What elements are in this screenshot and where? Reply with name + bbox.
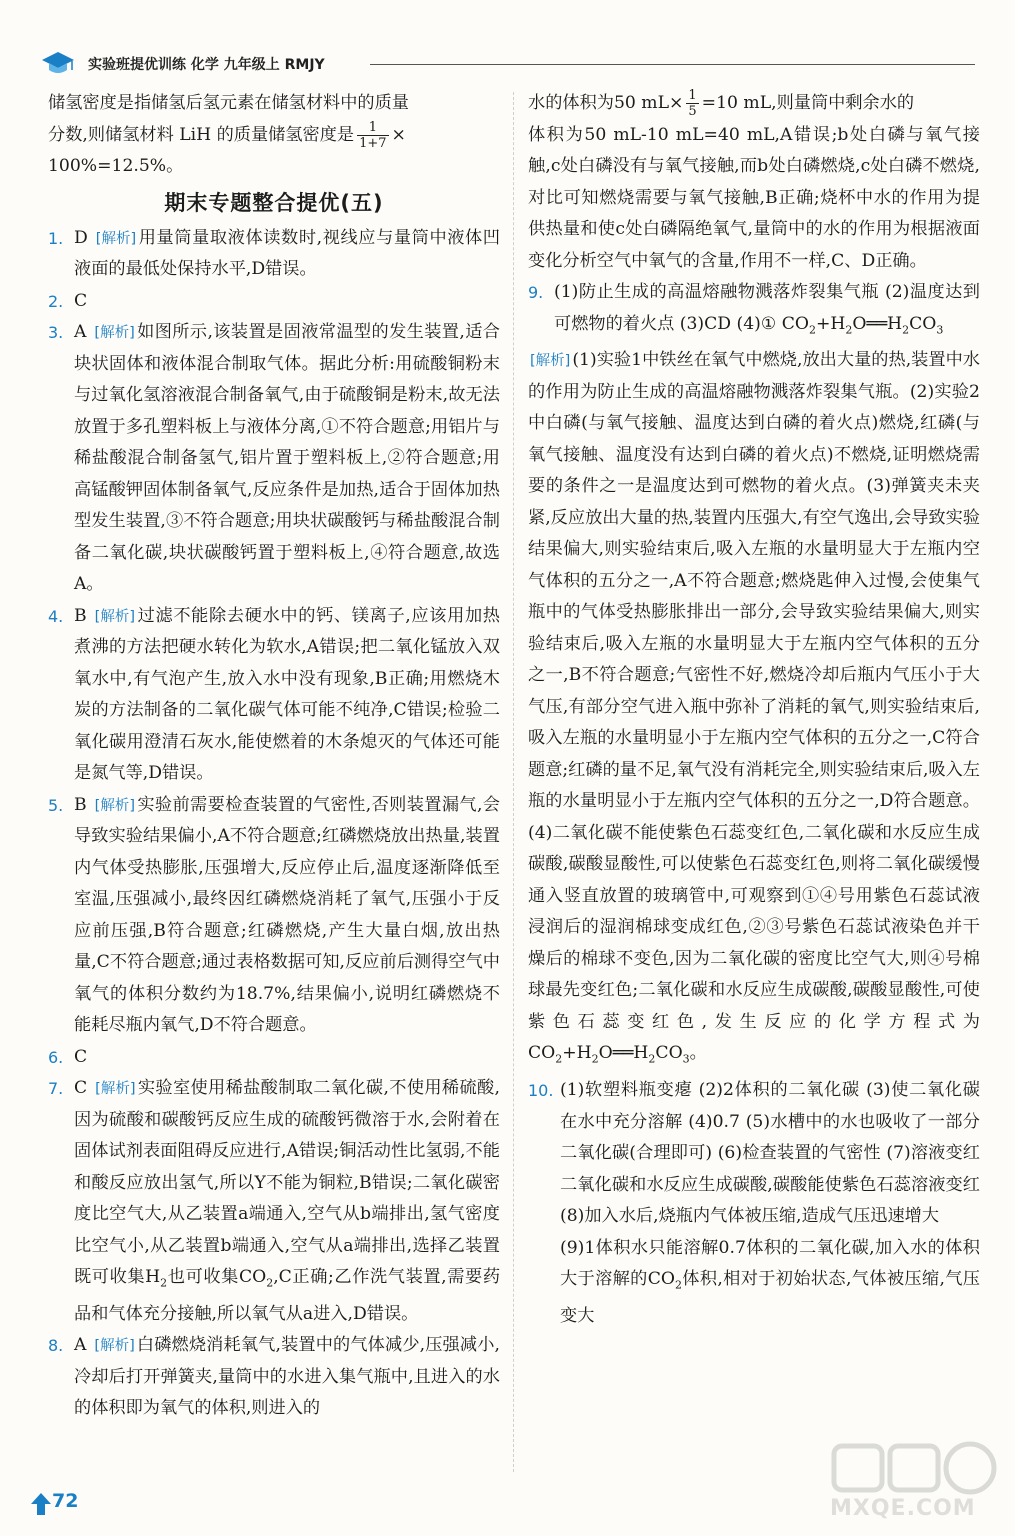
intro-line-2b: × (391, 124, 406, 145)
fraction-numerator: 1 (688, 88, 697, 103)
item-explanation-cont: +H (562, 1043, 592, 1064)
item-answer-cont: (9)1体积水只能溶解0.7体积的二氧化碳,加入水的体积大于溶解的CO (560, 1237, 980, 1290)
intro-line-2a: 分数,则储氢材料 LiH 的质量储氢密度是 (48, 124, 355, 145)
section-title: 期末专题整合提优(五) (164, 190, 384, 215)
item-answer: A (74, 1335, 87, 1356)
subscript: 2 (591, 1052, 599, 1066)
answer-item-8 (48, 1330, 500, 1425)
watermark-logo (830, 1440, 1005, 1530)
intro-line-1: 储氢密度是指储氢后氢元素在储氢材料中的质量 (48, 93, 409, 113)
item-number: 4. (48, 606, 64, 626)
graduation-cap-icon (40, 48, 76, 78)
item-explanation: 过滤不能除去硬水中的钙、镁离子,应该用加热煮沸的方法把硬水转化为软水,A错误;把二氧化锰放入双氧水中,有气泡产生,放入水中没有现象,B正确;用燃烧木炭的方法制备的二氧化碳气体可能不纯净,C错误;检验二氧化碳用澄清石灰水,能使燃着的木条熄灭的气体还可能是氮气等,D错误。 (74, 605, 500, 783)
subscript: 2 (648, 1052, 656, 1066)
item-number: 5. (48, 795, 64, 815)
item-explanation-cont: 也可收集CO (167, 1267, 267, 1287)
item-answer-cont: O══H (852, 313, 903, 334)
answer-item-4 (48, 601, 500, 790)
item-answer: A (74, 322, 87, 342)
subscript: 2 (160, 1276, 168, 1290)
item-explanation: 用量筒量取液体读数时,视线应与量筒中液体凹液面的最低处保持水平,D错误。 (74, 227, 500, 279)
item-explanation-cont: CO (655, 1043, 683, 1064)
item-answer-cont: 体积,相对于初始状态,气体被压缩,气压变大 (560, 1269, 980, 1327)
continued-text: 水的体积为50 mL× (528, 93, 684, 113)
fraction (686, 88, 698, 119)
left-column (48, 88, 500, 1425)
subscript: 3 (936, 322, 944, 336)
continued-text: =10 mL,则量筒中剩余水的 (701, 93, 915, 113)
subscript: 2 (674, 1278, 682, 1292)
subscript: 2 (808, 322, 816, 336)
watermark-stamp-icon (830, 1440, 1000, 1496)
analysis-tag: [ 解析 ] (92, 323, 136, 343)
right-column (528, 88, 980, 1333)
subscript: 3 (682, 1052, 690, 1066)
item-answer: B (74, 605, 87, 626)
item-answer-cont: CO (909, 313, 937, 334)
subscript: 2 (902, 322, 910, 336)
answer-item-10 (528, 1075, 980, 1233)
item-explanation: 实验前需要检查装置的气密性,否则装置漏气,会导致实验结果偏小,A不符合题意;红磷燃烧放出热量,装置内气体受热膨胀,压强增大,反应停止后,温度逐渐降低至室温,压强减小,最终因红磷燃烧消耗了氧气,压强小于反应前压强,B符合题意;红磷燃烧,产生大量白烟,放出热量,C不符合题意;通过表格数据可知,反应前后测得空气中氧气的体积分数约为18.7%,结果偏小,说明红磷燃烧不能耗尽瓶内氧气,D不符合题意。 (74, 794, 500, 1035)
subscript: 2 (555, 1052, 563, 1066)
analysis-tag: [ 解析 ] (93, 796, 137, 816)
answer-item-9-analysis (528, 345, 980, 1075)
item-explanation: 实验室使用稀盐酸制取二氧化碳,不使用稀硫酸,因为硫酸和碳酸钙反应生成的硫酸钙微溶于水,会附着在固体试剂表面阻碍反应进行,A错误;铜活动性比氢弱,不能和酸反应放出氢气,所以Y不能为铜粒,B错误;二氧化碳密度比空气大,从乙装置a端通入,空气从b端排出,氢气密度比空气小,从乙装置b端通入,空气从a端排出,选择乙装置既可收集H (74, 1078, 500, 1287)
analysis-tag: [ 解析 ] (528, 351, 572, 371)
item-number: 7. (48, 1079, 64, 1098)
item-number: 9. (528, 283, 544, 302)
analysis-tag: [ 解析 ] (94, 229, 138, 249)
item-explanation: 如图所示,该装置是固液常温型的发生装置,适合块状固体和液体混合制取气体。据此分析:用硫酸铜粉末与过氧化氢溶液混合制备氧气,由于硫酸铜是粉末,故无法放置于多孔塑料板上与液体分离,①不符合题意;用铝片与稀盐酸混合制备氢气,铝片置于塑料板上,②符合题意;用高锰酸钾固体制备氧气,反应条件是加热,适合于固体加热型发生装置,③不符合题意;用块状碳酸钙与稀盐酸混合制备二氧化碳,块状碳酸钙置于塑料板上,④符合题意,故选A。 (74, 322, 500, 594)
intro-line-2 (48, 120, 500, 152)
analysis-tag: [ 解析 ] (93, 1079, 137, 1099)
fraction-denominator: 5 (688, 104, 697, 119)
page-number-badge (30, 1488, 86, 1520)
continued-paragraph: 体积为50 mL-10 mL=40 mL,A错误;b处白磷与氧气接触,c处白磷没有与氧气接触,而b处白磷燃烧,c处白磷不燃烧,对比可知燃烧需要与氧气接触,B正确;烧杯中水的作用为提供热量和使c处白磷隔绝氧气,量筒中的水的作用为根据液面变化分析空气中氧气的含量,作用不一样,C、D正确。 (528, 124, 980, 271)
fraction (357, 120, 388, 151)
item-explanation-cont: ,C正确;乙作洗气装置,需要药品和气体充分接触,所以氧气从a进入,D错误。 (74, 1267, 501, 1324)
subscript: 2 (845, 322, 853, 336)
item-answer: (1)软塑料瓶变瘪 (2)2体积的二氧化碳 (3)使二氧化碳在水中充分溶解 (4)0.7 (5)水槽中的水也吸收了一部分二氧化碳(合理即可) (6)检查装置的气密性 (7)溶液变红 二氧化碳和水反应生成碳酸,碳酸能使紫色石蕊溶液变红 (8)加入水后,烧瓶内气体被压缩,造成气压迅速增大 (560, 1080, 980, 1227)
answer-item-7 (48, 1073, 500, 1330)
intro-line-3: 100%=12.5%。 (48, 156, 184, 176)
page-number: 72 (52, 1490, 79, 1512)
item-number: 3. (48, 323, 64, 342)
page-header (40, 48, 975, 84)
item-explanation: 白磷燃烧消耗氧气,装置中的气体减少,压强减小,冷却后打开弹簧夹,量筒中的水进入集气瓶中,且进入的水的体积即为氧气的体积,则进入的 (74, 1335, 500, 1419)
item-answer-cont: +H (815, 313, 846, 334)
fraction-denominator: 1+7 (359, 135, 387, 151)
item-number: 10. (528, 1081, 554, 1101)
analysis-tag: [ 解析 ] (93, 607, 137, 627)
item-explanation-cont: O══H (598, 1043, 649, 1064)
item-number: 1. (48, 228, 64, 248)
item-number: 6. (48, 1047, 64, 1067)
answer-item-10-cont (528, 1233, 980, 1333)
header-rule (370, 64, 975, 65)
watermark-text: MXQE.COM (830, 1496, 976, 1521)
item-answer: (1)防止生成的高温熔融物溅落炸裂集气瓶 (2)温度达到可燃物的着火点 (3)CD (4)① CO (554, 282, 980, 334)
answer-item-2 (48, 286, 500, 318)
item-answer: C (74, 1078, 88, 1098)
answer-item-1 (48, 223, 500, 286)
answer-item-3 (48, 317, 500, 601)
fraction-numerator: 1 (357, 120, 388, 136)
item-answer: D (74, 227, 88, 248)
item-answer: C (74, 1046, 88, 1067)
up-arrow-icon (30, 1492, 52, 1516)
item-answer: C (74, 290, 88, 311)
book-title: 实验班提优训练 化学 九年级上 RMJY (88, 57, 325, 73)
answer-item-5 (48, 790, 500, 1042)
item-explanation-cont: 。 (689, 1043, 707, 1064)
item-explanation: (1)实验1中铁丝在氧气中燃烧,放出大量的热,装置中水的作用为防止生成的高温熔融物溅落炸裂集气瓶。(2)实验2中白磷(与氧气接触、温度达到白磷的着火点)燃烧,红磷(与氧气接触、温度没有达到白磷的着火点)不燃烧,证明燃烧需要的条件之一是温度达到可燃物的着火点。(3)弹簧夹未夹紧,反应放出大量的热,装置内压强大,有空气逸出,会导致实验结果偏大,则实验结束后,吸入左瓶的水量明显大于左瓶内空气体积的五分之一,A不符合题意;燃烧匙伸入过慢,会使集气瓶中的气体受热膨胀排出一部分,会导致实验结果偏大,则实验结束后,吸入左瓶的水量明显大于左瓶内空气体积的五分之一,B不符合题意;气密性不好,燃烧冷却后瓶内气压小于大气压,有部分空气进入瓶中弥补了消耗的氧气,则实验结束后,吸入左瓶的水量明显小于左瓶内空气体积的五分之一,C符合题意;红磷的量不足,氧气没有消耗完全,则实验结束后,吸入左瓶的水量明显小于左瓶内空气体积的五分之一,D符合题意。(4)二氧化碳不能使紫色石蕊变红色,二氧化碳和水反应生成碳酸,碳酸显酸性,可以使紫色石蕊变红色,则将二氧化碳缓慢通入竖直放置的玻璃管中,可观察到①④号用紫色石蕊试液浸润后的湿润棉球变成红色,②③号紫色石蕊试液染色并干燥后的棉球不变色,因为二氧化碳的密度比空气大,则④号棉球最先变红色;二氧化碳和水反应生成碳酸,碳酸显酸性,可使紫色石蕊变红色,发生反应的化学方程式为CO (528, 350, 980, 1064)
answer-item-6 (48, 1042, 500, 1074)
item-answer: B (74, 794, 87, 815)
item-number: 8. (48, 1336, 64, 1356)
answer-item-9 (528, 277, 980, 345)
continued-line-1 (528, 88, 980, 120)
item-number: 2. (48, 291, 64, 311)
subscript: 2 (266, 1276, 274, 1290)
analysis-tag: [ 解析 ] (92, 1336, 136, 1356)
column-divider (513, 92, 514, 1472)
